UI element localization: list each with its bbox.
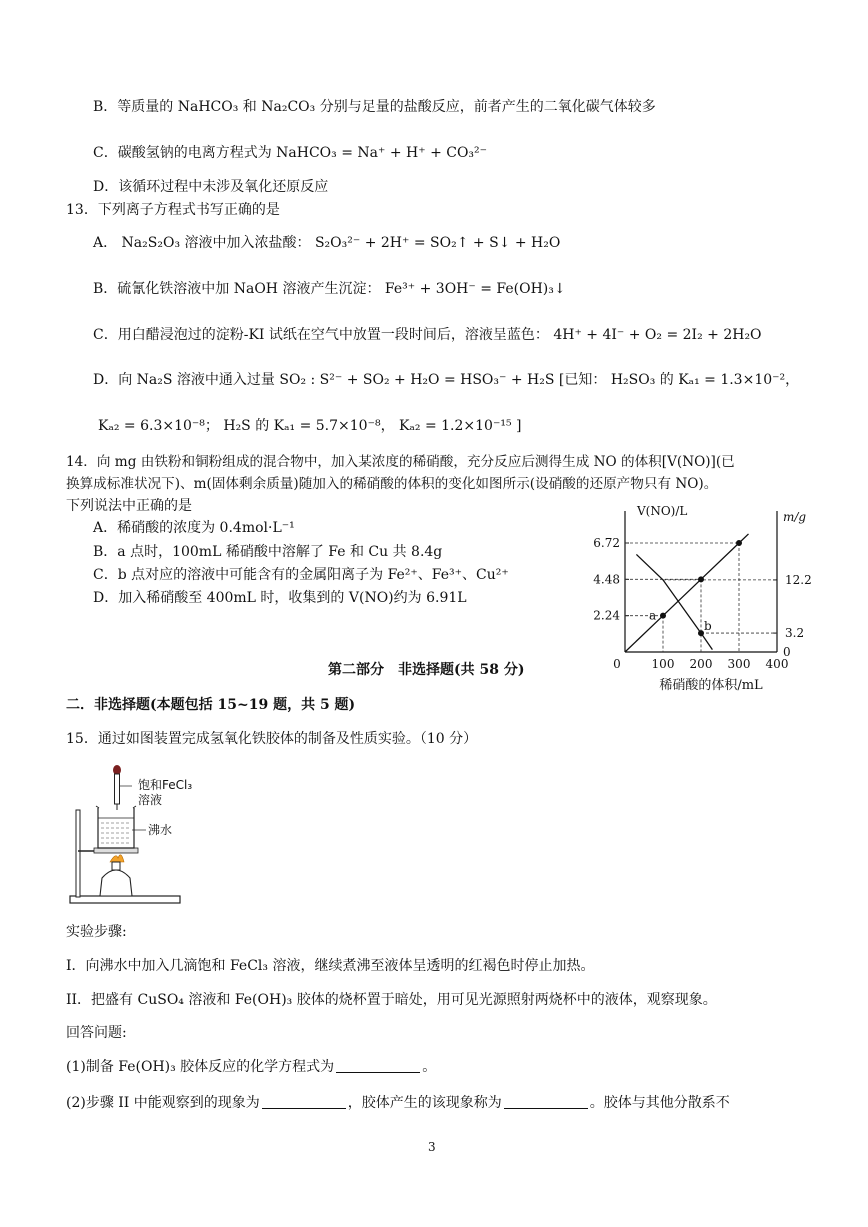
q14-option-c: C．b 点对应的溶液中可能含有的金属阳离子为 Fe²⁺、Fe³⁺、Cu²⁺ [93,567,509,583]
q15-part2-text: (2)步骤 II 中能观察到的现象为 [66,1095,260,1111]
q13-option-c: C．用白醋浸泡过的淀粉-KI 试纸在空气中放置一段时间后，溶液呈蓝色： 4H⁺ + 4I⁻ + O₂ = 2I₂ + 2H₂O [93,327,762,343]
point-label-a: a [649,608,657,623]
answer-blank-2[interactable] [262,1094,346,1109]
data-point [660,613,666,619]
q15-part1-end: 。 [422,1059,437,1075]
page-number: 3 [428,1140,436,1154]
q14-option-d: D．加入稀硝酸至 400mL 时，收集到的 V(NO)约为 6.91L [93,590,467,606]
q13-option-d-line2: Kₐ₂ = 6.3×10⁻⁸； H₂S 的 Kₐ₁ = 5.7×10⁻⁸， Kₐ₂ = 1.2×10⁻¹⁵ ] [98,418,522,434]
q15-stem: 15．通过如图装置完成氢氧化铁胶体的制备及性质实验。（10 分） [66,731,478,747]
label-boiling-water: 沸水 [148,823,173,837]
q14-stem-line1: 14．向 mg 由铁粉和铜粉组成的混合物中，加入某浓度的稀硝酸，充分反应后测得生成 NO 的体积[V(NO)](已 [66,454,735,470]
x-axis-label: 稀硝酸的体积/mL [659,678,763,693]
point-label-b: b [704,619,712,634]
y-axis-left-label: V(NO)/L [637,505,688,518]
part2-title: 第二部分 非选择题(共 58 分) [328,662,525,678]
x-tick-label: 100 [651,657,675,671]
x-tick-label: 400 [765,657,789,671]
q13-stem: 13．下列离子方程式书写正确的是 [66,202,280,218]
answer-title: 回答问题: [66,1025,127,1041]
y-left-tick-label: 2.24 [593,608,620,623]
q13-option-d-line1: D．向 Na₂S 溶液中通入过量 SO₂ : S²⁻ + SO₂ + H₂O = HSO₃⁻ + H₂S [已知： H₂SO₃ 的 Kₐ₁ = 1.3×10⁻²， [93,372,800,388]
series-line-vno [625,534,749,652]
q12-option-c: C．碳酸氢钠的电离方程式为 NaHCO₃ = Na⁺ + H⁺ + CO₃²⁻ [93,145,488,161]
q14-stem-line3: 下列说法中正确的是 [66,498,192,514]
q12-option-b: B．等质量的 NaHCO₃ 和 Na₂CO₃ 分别与足量的盐酸反应，前者产生的二氧化碳气体较多 [93,99,656,115]
q12-option-d: D．该循环过程中未涉及氧化还原反应 [93,179,329,195]
q14-option-b: B．a 点时，100mL 稀硝酸中溶解了 Fe 和 Cu 共 8.4g [93,544,443,560]
y-left-tick-label: 4.48 [593,572,620,587]
q13-option-a: A． Na₂S₂O₃ 溶液中加入浓盐酸： S₂O₃²⁻ + 2H⁺ = SO₂↑ + S↓ + H₂O [93,235,561,251]
label-solution: 溶液 [138,793,163,807]
answer-blank-1[interactable] [336,1058,420,1073]
q15-part2-mid: ，胶体产生的该现象称为 [347,1095,502,1111]
y-left-tick-label: 6.72 [593,536,620,551]
steps-title: 实验步骤: [66,924,127,940]
q15-part2 [66,1093,730,1113]
q15-part2-end: 。胶体与其他分散系不 [589,1095,730,1111]
y-axis-right-label: m/g [783,510,807,524]
y-right-tick-label: 12.2 [785,572,812,587]
x-tick-label: 300 [727,657,751,671]
q14-chart [575,505,855,700]
q15-part1 [66,1057,436,1077]
q15-part1-text: (1)制备 Fe(OH)₃ 胶体反应的化学方程式为 [66,1059,335,1075]
x-tick-label: 200 [689,657,713,671]
section-heading: 二．非选择题(本题包括 15~19 题，共 5 题) [66,697,356,713]
q14-option-a: A．稀硝酸的浓度为 0.4mol·L⁻¹ [93,520,295,536]
y-right-zero: 0 [783,645,791,659]
y-right-tick-label: 3.2 [785,626,805,641]
q13-option-b: B．硫氰化铁溶液中加 NaOH 溶液产生沉淀： Fe³⁺ + 3OH⁻ = Fe(OH)₃↓ [93,281,566,297]
x-tick-label: 0 [613,657,621,671]
data-point [736,540,742,546]
answer-blank-3[interactable] [504,1094,588,1109]
q14-stem-line2: 换算成标准状况下)、m(固体剩余质量)随加入的稀硝酸的体积的变化如图所示(设硝酸的还原产物只有 NO)。 [66,476,718,492]
label-fecl3: 饱和FeCl₃ [138,778,193,792]
data-point [698,576,704,582]
step-1: I．向沸水中加入几滴饱和 FeCl₃ 溶液，继续煮沸至液体呈透明的红褐色时停止加热。 [66,958,595,974]
step-2: II．把盛有 CuSO₄ 溶液和 Fe(OH)₃ 胶体的烧杯置于暗处，用可见光源照射两烧杯中的液体，观察现象。 [66,992,717,1008]
